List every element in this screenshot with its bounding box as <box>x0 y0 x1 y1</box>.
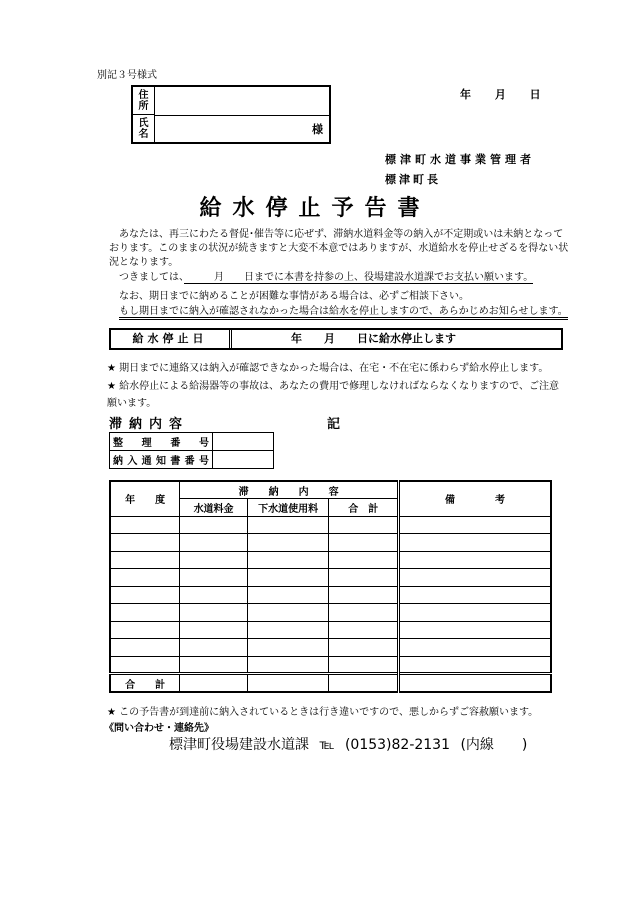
table-cell[interactable] <box>399 569 551 587</box>
form-label: 別記３号様式 <box>97 70 157 81</box>
paragraph-3: なお、期日までに納めることが困難な事情がある場合は、必ずご相談下さい。 <box>119 291 469 302</box>
table-cell[interactable] <box>110 551 180 569</box>
table-row <box>110 534 551 552</box>
paragraph-1: あなたは、再三にわたる督促･催告等に応ぜず、滞納水道料金等の納入が不定期或いは未納となっております。このままの状況が続きますと大変不本意ではありますが、水道給水を停止せざるを得ない状況となります。 <box>109 229 569 268</box>
year-header: 年 度 <box>110 481 180 516</box>
table-cell[interactable] <box>247 604 329 622</box>
table-cell[interactable] <box>110 586 180 604</box>
table-cell[interactable] <box>329 656 399 674</box>
table-cell[interactable] <box>180 656 248 674</box>
table-cell[interactable] <box>329 639 399 657</box>
note-1: ★ 期日までに連絡又は納入が確認できなかった場合は、在宅・不在宅に係わらず給水停止します。 <box>107 363 549 374</box>
table-cell[interactable] <box>180 586 248 604</box>
table-row <box>110 569 551 587</box>
table-cell[interactable] <box>247 656 329 674</box>
table-cell[interactable] <box>180 569 248 587</box>
reference-number-label: 整理番号 <box>110 433 213 451</box>
sewer-fee-header: 下水道使用料 <box>247 499 329 517</box>
document-title: 給水停止予告書 <box>199 196 431 221</box>
issuer-line-2: 標津町長 <box>385 173 441 186</box>
date-line: 年 月 日 <box>460 88 542 101</box>
table-row <box>110 586 551 604</box>
table-cell[interactable] <box>399 586 551 604</box>
table-cell[interactable] <box>399 604 551 622</box>
table-cell[interactable] <box>399 639 551 657</box>
invoice-number-label: 納入通知書番号 <box>110 451 213 469</box>
arrears-table <box>109 480 552 693</box>
contact-ext: (内線 ) <box>460 737 528 753</box>
phone-icon: ℡ <box>319 737 335 753</box>
table-cell[interactable] <box>110 656 180 674</box>
contact-line <box>169 734 533 754</box>
name-label: 氏 名 <box>133 115 155 142</box>
table-cell[interactable] <box>247 639 329 657</box>
table-cell[interactable] <box>180 639 248 657</box>
contact-dept: 標津町役場建設水道課 <box>169 737 309 753</box>
table-cell[interactable] <box>399 621 551 639</box>
table-cell[interactable] <box>110 569 180 587</box>
stop-date-label: 給水停止日 <box>111 330 232 348</box>
table-cell[interactable] <box>110 534 180 552</box>
ki-mark: 記 <box>327 417 341 432</box>
table-cell[interactable] <box>247 551 329 569</box>
table-cell[interactable] <box>329 516 399 534</box>
table-cell[interactable] <box>110 604 180 622</box>
table-cell[interactable] <box>247 516 329 534</box>
table-cell[interactable] <box>399 534 551 552</box>
table-cell[interactable] <box>399 516 551 534</box>
reference-number-field[interactable] <box>213 433 274 451</box>
table-row <box>110 516 551 534</box>
stop-date-box <box>109 328 563 350</box>
total-row <box>110 674 551 692</box>
table-cell[interactable] <box>329 534 399 552</box>
table-cell[interactable] <box>329 551 399 569</box>
table-cell[interactable] <box>110 639 180 657</box>
paragraph-4: もし期日までに納入が確認されなかった場合は給水を停止しますので、あらかじめお知らせします。 <box>109 305 569 319</box>
table-cell[interactable] <box>399 656 551 674</box>
paragraph-2: つきましては、 月 日までに本書を持参の上、役場建設水道課でお支払い願います。 <box>119 272 534 283</box>
table-cell[interactable] <box>247 586 329 604</box>
address-box <box>131 85 331 144</box>
id-table <box>109 432 274 469</box>
table-cell[interactable] <box>329 586 399 604</box>
table-cell[interactable] <box>180 551 248 569</box>
table-cell[interactable] <box>399 551 551 569</box>
arrears-heading: 滞納内容 <box>109 417 190 432</box>
remarks-header: 備 考 <box>399 481 551 516</box>
table-row <box>110 656 551 674</box>
table-row <box>110 551 551 569</box>
table-cell[interactable] <box>329 604 399 622</box>
total-cell[interactable] <box>180 674 248 692</box>
table-cell[interactable] <box>329 621 399 639</box>
contact-heading: 《問い合わせ・連絡先》 <box>104 723 214 734</box>
arrears-group-header: 滞 納 内 容 <box>180 481 399 499</box>
table-row <box>110 604 551 622</box>
table-row <box>110 639 551 657</box>
table-cell[interactable] <box>247 621 329 639</box>
water-fee-header: 水道料金 <box>180 499 248 517</box>
table-cell[interactable] <box>247 534 329 552</box>
total-cell[interactable] <box>399 674 551 692</box>
contact-tel: (0153)82-2131 <box>344 737 451 753</box>
total-label: 合 計 <box>110 674 180 692</box>
footnote: ★ この予告書が到達前に納入されているときは行き違いですので、悪しからずご容赦願います。 <box>107 707 539 718</box>
issuer-line-1: 標津町水道事業管理者 <box>385 153 535 166</box>
honorific: 様 <box>312 123 323 136</box>
address-label: 住 所 <box>133 87 155 115</box>
table-cell[interactable] <box>180 621 248 639</box>
table-cell[interactable] <box>180 534 248 552</box>
table-cell[interactable] <box>180 516 248 534</box>
table-cell[interactable] <box>180 604 248 622</box>
table-cell[interactable] <box>329 569 399 587</box>
table-cell[interactable] <box>247 569 329 587</box>
table-cell[interactable] <box>110 621 180 639</box>
note-2: ★ 給水停止による給湯器等の事故は、あなたの費用で修理しなければならなくなりますので、ご注意願います。 <box>107 381 559 409</box>
total-cell[interactable] <box>329 674 399 692</box>
total-cell[interactable] <box>247 674 329 692</box>
table-row <box>110 621 551 639</box>
invoice-number-field[interactable] <box>213 451 274 469</box>
subtotal-header: 合 計 <box>329 499 399 517</box>
table-cell[interactable] <box>110 516 180 534</box>
stop-date-value: 年 月 日に給水停止します <box>291 332 456 345</box>
